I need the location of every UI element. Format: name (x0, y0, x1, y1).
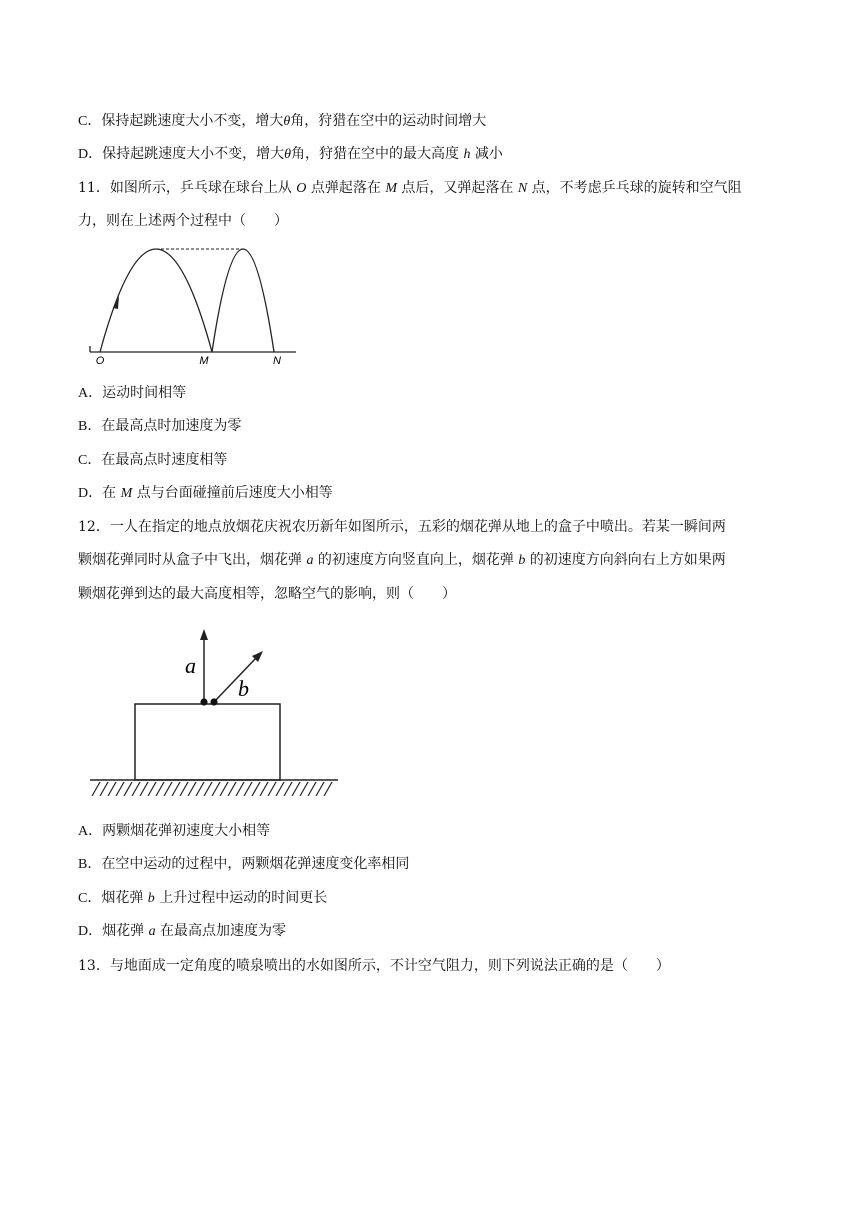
q13-stem: 13．与地面成一定角度的喷泉喷出的水如图所示，不计空气阻力，则下列说法正确的是（ ） (78, 958, 670, 974)
shell-a-arrowhead (200, 629, 208, 640)
hatch-mark (180, 782, 188, 796)
hatch-mark (316, 782, 324, 796)
hatch-mark (252, 782, 260, 796)
hatch-mark (324, 782, 332, 796)
velocity-arrowhead (113, 296, 119, 309)
q12-option-a: A．两颗烟花弹初速度大小相等 (78, 823, 271, 839)
point-n-label: N (273, 355, 281, 367)
hatch-mark (196, 782, 204, 796)
hatch-mark (220, 782, 228, 796)
q11-option-c: C．在最高点时速度相等 (78, 452, 228, 468)
shell-b-label: b (238, 676, 249, 701)
hatch-mark (164, 782, 172, 796)
hatch-mark (92, 782, 100, 796)
point-o-label: O (95, 355, 105, 367)
q12-stem-line1: 12．一人在指定的地点放烟花庆祝农历新年如图所示，五彩的烟花弹从地上的盒子中喷出。若某一瞬间两 (78, 519, 726, 535)
q12-option-c: C．烟花弹 b 上升过程中运动的时间更长 (78, 890, 328, 906)
fireworks-box (135, 704, 280, 780)
hatch-mark (116, 782, 124, 796)
q12-stem-line3: 颗烟花弹到达的最大高度相等，忽略空气的影响，则（ ） (78, 586, 456, 602)
q11-option-b: B．在最高点时加速度为零 (78, 418, 242, 434)
hatch-mark (284, 782, 292, 796)
hatch-mark (292, 782, 300, 796)
hatch-mark (260, 782, 268, 796)
q11-option-a: A．运动时间相等 (78, 385, 187, 401)
point-m-label: M (199, 355, 209, 367)
q10-option-d: D．保持起跳速度大小不变，增大θ角，狩猎在空中的最大高度 h 减小 (78, 146, 503, 162)
hatch-mark (172, 782, 180, 796)
shell-a-label: a (185, 653, 196, 678)
ground-hatching (92, 782, 332, 796)
q10-option-c: C．保持起跳速度大小不变，增大θ角，狩猎在空中的运动时间增大 (78, 113, 487, 129)
hatch-mark (148, 782, 156, 796)
q11-option-d: D．在 M 点与台面碰撞前后速度大小相等 (78, 485, 333, 501)
hatch-mark (156, 782, 164, 796)
hatch-mark (204, 782, 212, 796)
q11-stem-line1: 11．如图所示，乒乓球在球台上从 O 点弹起落在 M 点后，又弹起落在 N 点，不考虑乒乓球的旋转和空气阻 (78, 180, 742, 196)
hatch-mark (276, 782, 284, 796)
shell-b-dot (210, 698, 217, 705)
hatch-mark (108, 782, 116, 796)
hatch-mark (212, 782, 220, 796)
hatch-mark (100, 782, 108, 796)
q12-option-b: B．在空中运动的过程中，两颗烟花弹速度变化率相同 (78, 856, 410, 872)
q12-stem-line2: 颗烟花弹同时从盒子中飞出，烟花弹 a 的初速度方向竖直向上，烟花弹 b 的初速度方向斜向右上方如果两 (78, 552, 726, 568)
q12-fireworks-figure (86, 622, 346, 800)
hatch-mark (308, 782, 316, 796)
shell-b-velocity-arrow (214, 658, 256, 702)
hatch-mark (268, 782, 276, 796)
q12-option-d: D．烟花弹 a 在最高点加速度为零 (78, 923, 287, 939)
hatch-mark (124, 782, 132, 796)
q11-trajectory-figure (80, 238, 310, 368)
second-bounce-arc (212, 249, 274, 352)
hatch-mark (140, 782, 148, 796)
hatch-mark (236, 782, 244, 796)
q11-stem-line2: 力，则在上述两个过程中（ ） (78, 213, 288, 229)
shell-a-dot (200, 698, 207, 705)
hatch-mark (244, 782, 252, 796)
hatch-mark (132, 782, 140, 796)
hatch-mark (228, 782, 236, 796)
hatch-mark (300, 782, 308, 796)
hatch-mark (188, 782, 196, 796)
